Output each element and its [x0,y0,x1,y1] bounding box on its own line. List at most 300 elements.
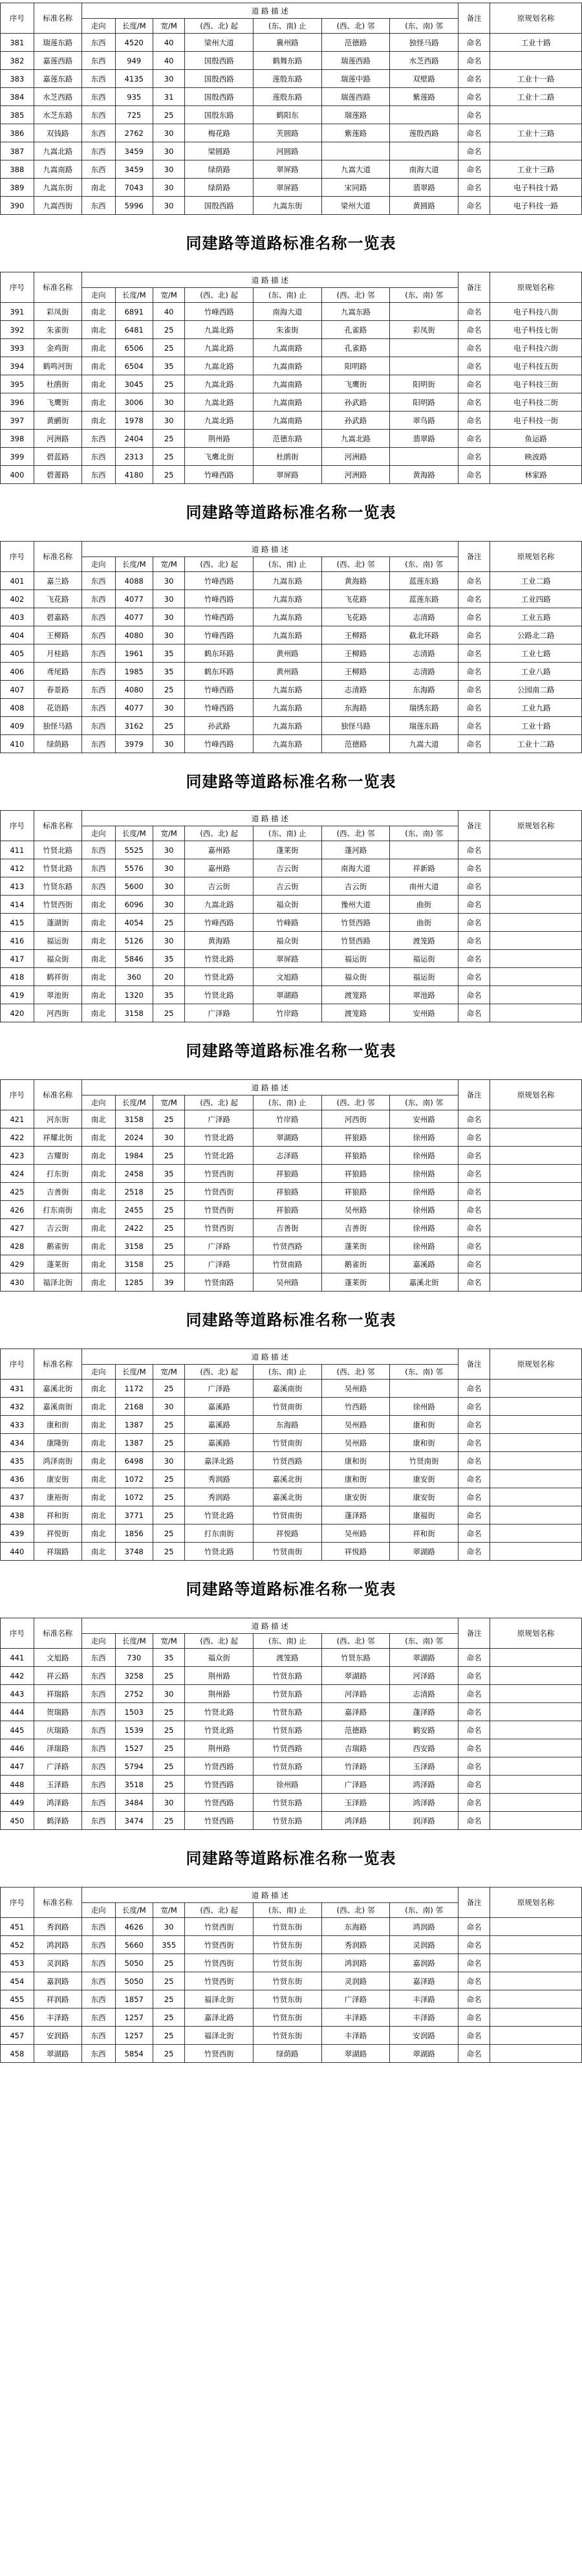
cell-end: 嘉溪北街 [253,1488,322,1506]
header-south-neighbor: (东、南) 邻 [390,1634,458,1649]
cell-seq: 382 [1,52,34,70]
cell-start: 秀润路 [185,1470,253,1488]
cell-note: 命名 [458,2009,490,2027]
cell-width: 25 [153,466,184,484]
cell-south-neighbor: 康安街 [390,1488,458,1506]
cell-width: 25 [153,681,184,699]
cell-start: 竹贤南路 [185,1273,253,1292]
cell-north-neighbor: 祥狼路 [321,1165,390,1183]
cell-direction: 东西 [81,663,115,681]
cell-name: 竹贤西街 [34,896,81,914]
cell-original-name [490,1506,582,1525]
cell-south-neighbor [390,339,458,357]
cell-south-neighbor: 东海路 [390,681,458,699]
cell-length: 4135 [115,70,153,88]
cell-south-neighbor: 康和街 [390,1434,458,1452]
cell-name: 泽瑞路 [34,1739,81,1757]
cell-north-neighbor: 东海路 [321,1918,390,1936]
cell-name: 九嵩西街 [34,197,81,215]
cell-start: 九嵩北路 [185,339,253,357]
cell-end: 竹贤东路 [253,1667,322,1685]
cell-north-neighbor: 翠湖路 [321,1667,390,1685]
header-direction: 走向 [81,1903,115,1918]
cell-name: 鸢尾路 [34,663,81,681]
cell-end: 黄州路 [253,663,322,681]
cell-width: 35 [153,663,184,681]
table-row [1,339,582,357]
cell-seq: 396 [1,393,34,412]
cell-name: 祥瑞路 [34,1543,81,1561]
cell-start: 竹贤西街 [185,1183,253,1201]
cell-start: 竹贤西路 [185,1812,253,1830]
cell-seq: 435 [1,1452,34,1470]
cell-south-neighbor [390,303,458,321]
cell-south-neighbor [390,106,458,124]
cell-original-name [490,1936,582,1954]
cell-direction: 南北 [81,1543,115,1561]
cell-original-name [490,1110,582,1128]
cell-direction: 东西 [81,1954,115,1972]
cell-end: 渡笼路 [253,1649,322,1667]
table-row [1,142,582,160]
cell-length: 3258 [115,1667,153,1685]
cell-south-neighbor: 徐州路 [390,1147,458,1165]
cell-original-name [490,1721,582,1739]
header-note: 备注 [458,811,490,841]
cell-width: 25 [153,2009,184,2027]
cell-original-name [490,914,582,932]
table-row [1,699,582,717]
cell-start: 梅花路 [185,124,253,142]
cell-seq: 385 [1,106,34,124]
cell-length: 3045 [115,375,153,393]
cell-note: 命名 [458,1757,490,1776]
header-width: 宽/M [153,826,184,841]
cell-name: 祥和街 [34,1506,81,1525]
cell-south-neighbor: 鸿润路 [390,1918,458,1936]
cell-direction: 东西 [81,1685,115,1703]
cell-length: 949 [115,52,153,70]
cell-seq: 420 [1,1004,34,1022]
cell-width: 30 [153,160,184,179]
cell-length: 1257 [115,2009,153,2027]
cell-direction: 东西 [81,34,115,52]
cell-width: 35 [153,1649,184,1667]
cell-south-neighbor: 安州路 [390,1004,458,1022]
cell-north-neighbor: 南海大道 [321,859,390,877]
header-original-name: 原规划名称 [490,1618,582,1649]
cell-name: 水芝西路 [34,88,81,106]
cell-seq: 388 [1,160,34,179]
cell-start: 竹贤西街 [185,1219,253,1237]
cell-seq: 419 [1,986,34,1004]
cell-note: 命名 [458,448,490,466]
cell-north-neighbor: 王柳路 [321,663,390,681]
cell-length: 4054 [115,914,153,932]
cell-end: 祥狼路 [253,1183,322,1201]
cell-end: 文旭路 [253,968,322,986]
header-north-neighbor: (西、北) 邻 [321,288,390,303]
cell-start: 竹贤北路 [185,968,253,986]
cell-original-name [490,841,582,859]
header-row [1,272,582,288]
cell-south-neighbor [390,841,458,859]
cell-note: 命名 [458,70,490,88]
table-row [1,590,582,608]
cell-note: 命名 [458,735,490,753]
cell-seq: 387 [1,142,34,160]
header-road-description: 道 路 描 述 [81,1080,458,1095]
cell-south-neighbor: 灵润路 [390,1936,458,1954]
cell-direction: 东西 [81,448,115,466]
cell-south-neighbor: 瑞莲东路 [390,717,458,735]
cell-start: 国殷西路 [185,197,253,215]
cell-start: 竹贤北路 [185,1703,253,1721]
header-name: 标准名称 [34,3,81,34]
cell-original-name: 工业五路 [490,608,582,626]
cell-start: 吉云街 [185,877,253,896]
cell-original-name: 电子科技八街 [490,303,582,321]
cell-start: 竹贤北路 [185,1506,253,1525]
cell-seq: 450 [1,1812,34,1830]
cell-start: 绿荫路 [185,160,253,179]
cell-width: 25 [153,1525,184,1543]
cell-length: 5794 [115,1757,153,1776]
cell-length: 3748 [115,1543,153,1561]
header-seq: 序号 [1,1618,34,1649]
cell-seq: 421 [1,1110,34,1128]
cell-seq: 441 [1,1649,34,1667]
table-row [1,430,582,448]
cell-north-neighbor: 黄海路 [321,572,390,590]
cell-direction: 东西 [81,2045,115,2063]
cell-width: 30 [153,572,184,590]
table-section [0,1022,582,1292]
table-section [0,1292,582,1561]
cell-end: 竹岸路 [253,1110,322,1128]
cell-north-neighbor: 东海路 [321,699,390,717]
cell-start: 竹贤西街 [185,1954,253,1972]
cell-end: 绿荫路 [253,2045,322,2063]
cell-original-name [490,859,582,877]
cell-name: 鸿泽南街 [34,1452,81,1470]
cell-north-neighbor: 渡笼路 [321,986,390,1004]
cell-name: 吉善街 [34,1183,81,1201]
cell-seq: 422 [1,1128,34,1147]
cell-width: 31 [153,88,184,106]
header-note: 备注 [458,3,490,34]
table-row [1,197,582,215]
cell-seq: 412 [1,859,34,877]
cell-south-neighbor: 润泽路 [390,1812,458,1830]
cell-north-neighbor: 蓬泽路 [321,1506,390,1525]
cell-note: 命名 [458,644,490,663]
table-row [1,375,582,393]
cell-original-name: 公路北二路 [490,626,582,644]
cell-direction: 南北 [81,1237,115,1255]
road-names-table [0,272,582,484]
header-width: 宽/M [153,557,184,572]
cell-north-neighbor: 康和街 [321,1452,390,1470]
cell-width: 25 [153,914,184,932]
cell-north-neighbor: 瑞莲西路 [321,52,390,70]
cell-north-neighbor: 吴州路 [321,1525,390,1543]
cell-south-neighbor: 翡翠路 [390,430,458,448]
cell-seq: 428 [1,1237,34,1255]
cell-seq: 381 [1,34,34,52]
cell-south-neighbor: 黄圆路 [390,197,458,215]
cell-seq: 453 [1,1954,34,1972]
cell-length: 1985 [115,663,153,681]
cell-seq: 431 [1,1380,34,1398]
cell-width: 30 [153,1918,184,1936]
cell-end: 竹贤西路 [253,1237,322,1255]
cell-direction: 东西 [81,70,115,88]
header-end: (东、南) 止 [253,288,322,303]
cell-length: 2024 [115,1128,153,1147]
header-direction: 走向 [81,19,115,34]
cell-original-name: 工业九路 [490,699,582,717]
cell-name: 独怪马路 [34,717,81,735]
cell-name: 碧嘉路 [34,608,81,626]
cell-direction: 东西 [81,2009,115,2027]
cell-north-neighbor: 飞鹰街 [321,375,390,393]
cell-original-name: 工业十一路 [490,70,582,88]
cell-south-neighbor: 玉泽路 [390,1757,458,1776]
cell-seq: 386 [1,124,34,142]
cell-length: 4520 [115,34,153,52]
cell-length: 4080 [115,626,153,644]
cell-direction: 东西 [81,1776,115,1794]
cell-length: 1978 [115,412,153,430]
cell-north-neighbor: 吴州路 [321,1201,390,1219]
cell-name: 玉泽路 [34,1776,81,1794]
cell-original-name [490,1452,582,1470]
cell-direction: 南北 [81,950,115,968]
header-row [1,1080,582,1095]
cell-south-neighbor: 志清路 [390,644,458,663]
cell-name: 嘉溪南街 [34,1398,81,1416]
cell-end: 九嵩南路 [253,339,322,357]
cell-name: 贺瑞路 [34,1703,81,1721]
cell-south-neighbor: 徐州路 [390,1237,458,1255]
header-south-neighbor: (东、南) 邻 [390,1095,458,1110]
cell-note: 命名 [458,124,490,142]
table-row [1,34,582,52]
cell-name: 吉云街 [34,1219,81,1237]
cell-width: 25 [153,1812,184,1830]
cell-start: 广泽路 [185,1237,253,1255]
cell-width: 25 [153,1110,184,1128]
cell-direction: 南北 [81,321,115,339]
cell-seq: 413 [1,877,34,896]
cell-north-neighbor: 翠湖路 [321,2045,390,2063]
table-row [1,1703,582,1721]
header-start: (西、北) 起 [185,1903,253,1918]
cell-seq: 397 [1,412,34,430]
road-names-table [0,1349,582,1561]
cell-south-neighbor: 曲街 [390,914,458,932]
table-row [1,1812,582,1830]
cell-south-neighbor: 河泽路 [390,1667,458,1685]
cell-original-name [490,1004,582,1022]
cell-south-neighbor: 安润路 [390,2027,458,2045]
cell-direction: 南北 [81,1004,115,1022]
cell-end: 南海大道 [253,303,322,321]
table-row [1,1954,582,1972]
cell-original-name [490,1954,582,1972]
cell-direction: 南北 [81,1110,115,1128]
cell-note: 命名 [458,932,490,950]
cell-length: 3459 [115,142,153,160]
cell-north-neighbor: 蓬河路 [321,841,390,859]
cell-north-neighbor: 嘉泽路 [321,1703,390,1721]
cell-direction: 东西 [81,841,115,859]
cell-seq: 402 [1,590,34,608]
header-direction: 走向 [81,1634,115,1649]
cell-original-name [490,1488,582,1506]
cell-seq: 444 [1,1703,34,1721]
table-row [1,357,582,375]
cell-direction: 南北 [81,1255,115,1273]
table-row [1,2045,582,2063]
header-row [1,1349,582,1365]
cell-width: 40 [153,52,184,70]
cell-name: 康隆街 [34,1434,81,1452]
cell-start: 竹峰西路 [185,466,253,484]
header-width: 宽/M [153,1634,184,1649]
cell-length: 1527 [115,1739,153,1757]
table-row [1,88,582,106]
cell-name: 嘉莲西路 [34,52,81,70]
cell-start: 竹贤西路 [185,1757,253,1776]
cell-name: 九嵩北路 [34,142,81,160]
cell-north-neighbor: 祥狼路 [321,1183,390,1201]
cell-original-name [490,1201,582,1219]
table-row [1,1147,582,1165]
cell-end: 莲殷东路 [253,88,322,106]
cell-width: 25 [153,375,184,393]
cell-note: 命名 [458,1416,490,1434]
cell-original-name [490,106,582,124]
table-row [1,1794,582,1812]
cell-start: 竹贤北路 [185,1128,253,1147]
cell-note: 命名 [458,1776,490,1794]
header-south-neighbor: (东、南) 邻 [390,1365,458,1380]
cell-start: 广泽路 [185,1380,253,1398]
header-end: (东、南) 止 [253,19,322,34]
cell-south-neighbor: 双壁路 [390,70,458,88]
cell-start: 竹贤北路 [185,950,253,968]
cell-name: 花语路 [34,699,81,717]
cell-original-name [490,1183,582,1201]
cell-end: 九嵩南路 [253,375,322,393]
table-row [1,466,582,484]
cell-width: 40 [153,34,184,52]
header-end: (东、南) 止 [253,1095,322,1110]
cell-south-neighbor: 徐州路 [390,1183,458,1201]
header-south-neighbor: (东、南) 邻 [390,826,458,841]
cell-seq: 438 [1,1506,34,1525]
cell-north-neighbor: 河洲路 [321,466,390,484]
cell-name: 文旭路 [34,1649,81,1667]
cell-width: 25 [153,1721,184,1739]
cell-name: 竹贤东路 [34,877,81,896]
cell-width: 30 [153,1128,184,1147]
cell-south-neighbor: 嘉泽路 [390,1972,458,1990]
table-section [0,215,582,484]
cell-start: 嘉溪路 [185,1434,253,1452]
cell-length: 360 [115,968,153,986]
header-south-neighbor: (东、南) 邻 [390,1903,458,1918]
cell-note: 命名 [458,1183,490,1201]
header-start: (西、北) 起 [185,826,253,841]
cell-south-neighbor: 西安路 [390,1739,458,1757]
cell-note: 命名 [458,2027,490,2045]
cell-south-neighbor: 福运街 [390,950,458,968]
cell-width: 25 [153,1237,184,1255]
cell-end: 翠屏路 [253,466,322,484]
cell-south-neighbor: 志清路 [390,663,458,681]
cell-width: 25 [153,1667,184,1685]
cell-name: 祥悦街 [34,1525,81,1543]
header-note: 备注 [458,1349,490,1380]
cell-seq: 418 [1,968,34,986]
cell-width: 25 [153,106,184,124]
cell-seq: 408 [1,699,34,717]
cell-original-name: 工业四路 [490,590,582,608]
cell-end: 九嵩南路 [253,393,322,412]
cell-south-neighbor: 徐州路 [390,1219,458,1237]
cell-seq: 447 [1,1757,34,1776]
cell-original-name: 电子科技一路 [490,197,582,215]
table-row [1,1649,582,1667]
cell-end: 祥狼路 [253,1201,322,1219]
cell-original-name [490,1434,582,1452]
cell-direction: 东西 [81,735,115,753]
cell-note: 命名 [458,1147,490,1165]
cell-north-neighbor: 孙武路 [321,412,390,430]
header-road-description: 道 路 描 述 [81,3,458,19]
header-direction: 走向 [81,557,115,572]
cell-length: 3771 [115,1506,153,1525]
cell-length: 1172 [115,1380,153,1398]
cell-name: 嘉兰路 [34,572,81,590]
cell-name: 祥云路 [34,1667,81,1685]
cell-width: 25 [153,1776,184,1794]
header-road-description: 道 路 描 述 [81,1618,458,1634]
cell-south-neighbor: 渡笼路 [390,932,458,950]
cell-south-neighbor: 鸿泽路 [390,1776,458,1794]
header-direction: 走向 [81,1095,115,1110]
cell-original-name [490,1685,582,1703]
header-length: 长度/M [115,1365,153,1380]
header-seq: 序号 [1,542,34,572]
cell-width: 30 [153,1452,184,1470]
cell-note: 命名 [458,357,490,375]
cell-width: 30 [153,412,184,430]
cell-length: 5600 [115,877,153,896]
cell-north-neighbor: 范德路 [321,1721,390,1739]
cell-note: 命名 [458,1219,490,1237]
header-start: (西、北) 起 [185,288,253,303]
cell-width: 25 [153,1380,184,1398]
cell-start: 竹贤西路 [185,1794,253,1812]
cell-note: 命名 [458,1380,490,1398]
table-row [1,896,582,914]
cell-start: 嘉溪路 [185,1416,253,1434]
cell-south-neighbor: 翠鸟路 [390,412,458,430]
